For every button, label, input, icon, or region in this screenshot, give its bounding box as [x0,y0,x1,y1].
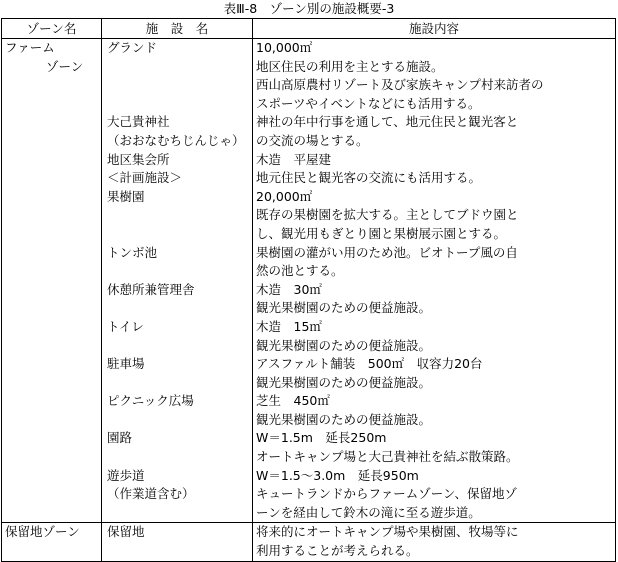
facility-name: （作業道含む） [107,486,195,502]
facility-name: 園路 [107,430,133,446]
content-line: の交流の場とする。 [256,132,369,148]
content-line: 芝生 450㎡ [256,393,330,409]
facility-name: 保留地 [107,524,145,540]
facility-name: 駐車場 [107,356,145,372]
facility-name: ＜計画施設＞ [107,170,183,186]
content-line: キュートランドからファームゾーン、保留地ゾ [256,486,518,502]
facility-name: 果樹園 [107,188,145,204]
header-facility: 施 設 名 [102,19,253,39]
content-line: 既存の果樹園を拡大する。主としてブドウ園と [256,207,519,223]
content-line: W＝1.5m 延長250m [256,430,387,446]
content-line: スポーツやイベントなどにも活用する。 [256,95,481,111]
content-line: 果樹園の灌がい用のため池。ビオトープ風の自 [256,244,518,260]
content-line: W＝1.5～3.0m 延長950m [256,467,419,483]
zone-name-line: 保留地ゾーン [5,524,80,540]
content-line: 観光果樹園のための便益施設。 [256,300,432,316]
facility-table [1,18,616,562]
facility-name-cell [102,39,253,523]
facility-content-cell [253,523,616,561]
content-line: 将来的にオートキャンプ場や果樹園、牧場等に [256,524,519,540]
content-line: し、観光用もぎとり園と果樹展示園とする。 [256,225,507,241]
content-line: 10,000㎡ [256,40,313,55]
facility-name: 遊歩道 [107,467,145,483]
content-line: 木造 平屋建 [256,151,332,167]
header-content: 施設内容 [253,19,616,39]
header-row [2,19,616,39]
facility-name: トンボ池 [107,244,158,260]
facility-name: （おおなむちじんじゃ） [107,132,245,148]
content-line: 観光果樹園のための便益施設。 [256,337,432,353]
facility-name: 休憩所兼管理舎 [107,281,195,297]
facility-name: グランド [107,40,158,55]
table-title: 表Ⅲ-8 ゾーン別の施設概要-3 [223,1,395,16]
content-line: 20,000㎡ [256,188,313,204]
content-line: 神社の年中行事を通して、地元住民と観光客と [256,114,519,130]
facility-name: ピクニック広場 [107,393,194,409]
content-line: 木造 15㎡ [256,318,322,334]
content-line: ーンを経由して鈴木の滝に至る遊歩道。 [256,504,481,520]
facility-content-cell [253,39,616,523]
content-line: 然の池とする。 [256,263,344,279]
content-line: 木造 30㎡ [256,281,322,297]
facility-name: 大己貴神社 [107,114,170,130]
content-line: 西山高原農村リゾート及び家族キャンプ村来訪者の [256,77,544,93]
zone-name-line: ゾーン [46,58,84,74]
zone-cell-farm [2,39,102,523]
content-line: アスファルト舗装 500㎡ 収容力20台 [256,356,483,372]
facility-name-cell [102,523,253,561]
content-line: 地元住民と観光客の交流にも活用する。 [256,170,482,186]
zone-name-line: ファーム [5,40,55,55]
header-zone: ゾーン名 [2,19,102,39]
content-line: 利用することが考えられる。 [256,543,419,559]
facility-name: 地区集会所 [107,151,170,167]
table-row-reserve-zone [2,523,616,561]
content-line: 観光果樹園のための便益施設。 [256,411,432,427]
facility-name: トイレ [107,318,144,334]
content-line: オートキャンプ場と大己貴神社を結ぶ散策路。 [256,449,519,465]
content-line: 観光果樹園のための便益施設。 [256,374,432,390]
zone-cell-reserve [2,523,102,561]
table-row-farm-zone [2,39,616,523]
content-line: 地区住民の利用を主とする施設。 [256,58,444,74]
